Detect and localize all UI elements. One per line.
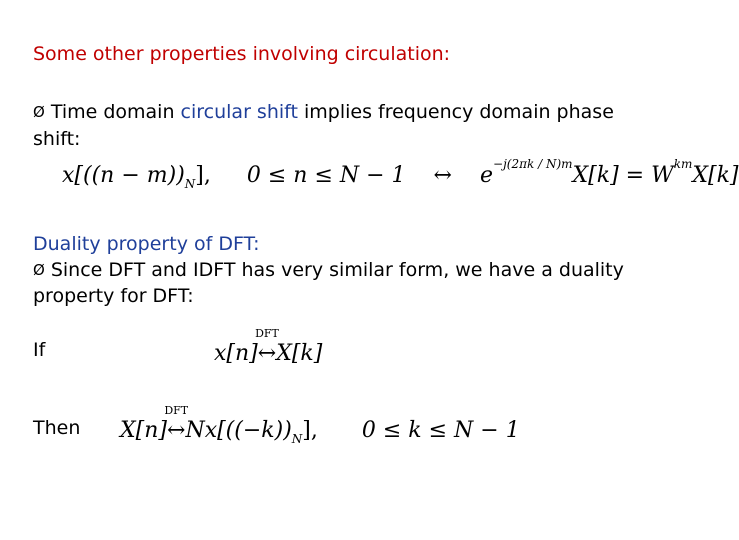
eq1-rhs-base: e	[479, 163, 494, 188]
eq-then-arrow	[164, 404, 189, 443]
eq-then-arrow-icon: ↔	[167, 418, 186, 443]
eq1-range: 0 ≤ n ≤ N − 1	[246, 163, 406, 188]
eq1-lhs-end: ],	[195, 163, 211, 188]
eq1-lhs: x[((n − m))	[62, 163, 185, 188]
eq-then-range: 0 ≤ k ≤ N − 1	[361, 418, 520, 443]
equation-circular-shift	[62, 157, 739, 191]
equation-if	[214, 327, 323, 366]
eq1-arrow-icon: ↔	[433, 163, 452, 188]
bullet-text-highlight: circular shift	[180, 101, 298, 123]
bullet-arrow-icon: Ø	[33, 103, 45, 121]
bullet-circular-shift	[33, 100, 614, 126]
eq-then-rhs-sub: N	[291, 432, 303, 446]
bullet-text-pre: Time domain	[50, 101, 181, 123]
bullet-duality	[33, 258, 624, 284]
duality-heading: Duality property of DFT:	[33, 233, 260, 255]
bullet-duality-line2: property for DFT:	[33, 285, 194, 307]
equation-then	[120, 404, 520, 446]
eq-then-rhs-end: ],	[302, 418, 318, 443]
eq-if-arrow	[255, 327, 279, 366]
eq1-rhs-exp: −j(2πk / N)m	[493, 157, 573, 171]
bullet-duality-text: Since DFT and IDFT has very similar form, we have a duality	[50, 259, 624, 281]
bullet-arrow-icon: Ø	[33, 261, 45, 279]
eq1-rhs-mid: X[k] = W	[572, 163, 674, 188]
eq1-rhs-end: X[k]	[692, 163, 739, 188]
eq-then-arrow-label: DFT	[164, 404, 189, 417]
eq-then-lhs: X[n]	[120, 418, 167, 443]
eq-then-rhs: Nx[((−k))	[185, 418, 292, 443]
if-label: If	[33, 339, 46, 361]
eq-if-arrow-label: DFT	[255, 327, 279, 340]
bullet-circular-shift-line2: shift:	[33, 128, 81, 150]
eq-if-rhs: X[k]	[276, 341, 323, 366]
then-label: Then	[33, 417, 81, 439]
eq1-rhs-exp2: km	[673, 157, 693, 171]
bullet-text-post: implies frequency domain phase	[297, 101, 614, 123]
eq1-lhs-sub: N	[184, 177, 196, 191]
slide-title: Some other properties involving circulation:	[33, 43, 451, 65]
eq-if-lhs: x[n]	[214, 341, 258, 366]
eq-if-arrow-icon: ↔	[257, 341, 277, 366]
